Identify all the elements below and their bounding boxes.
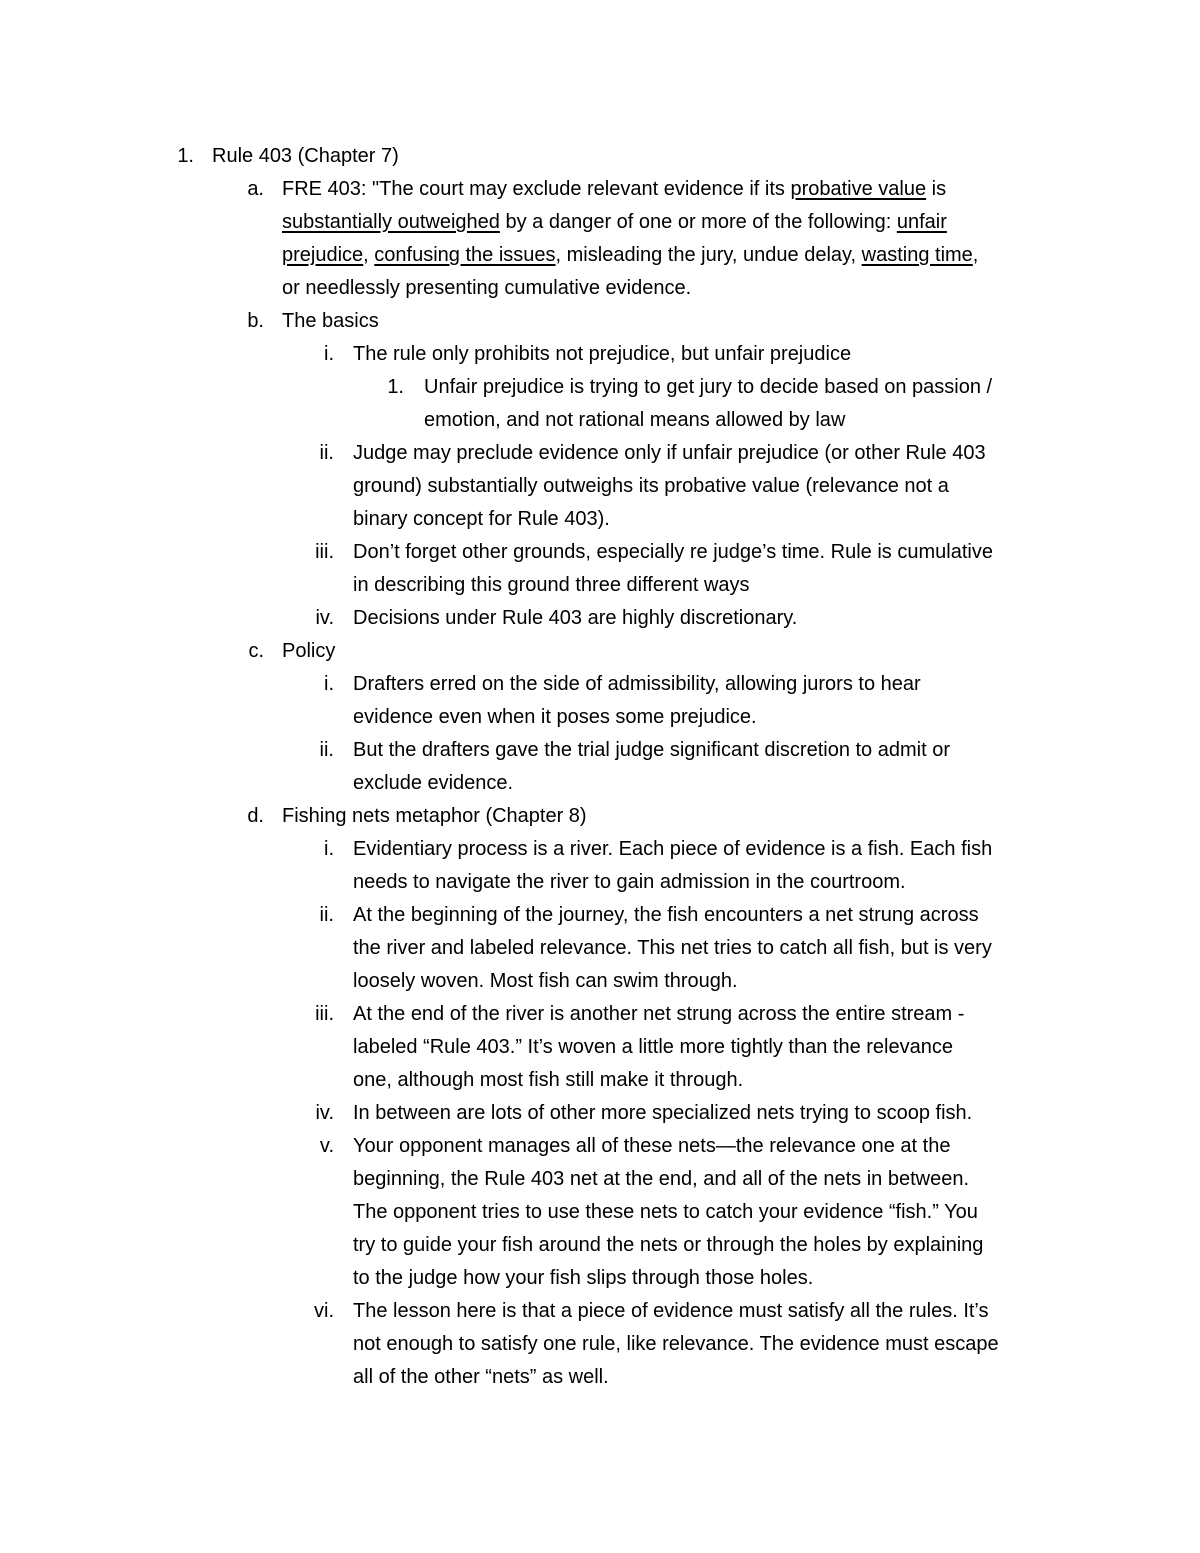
- outline-item-text: to the judge how your fish slips through those holes.: [353, 1267, 814, 1289]
- outline-heading-fishing-nets: Fishing nets metaphor (Chapter 8): [282, 805, 587, 827]
- outline-item-text: all of the other “nets” as well.: [353, 1366, 609, 1388]
- outline-item-text: Judge may preclude evidence only if unfair prejudice (or other Rule 403: [353, 442, 986, 464]
- outline-item-text: the river and labeled relevance. This net tries to catch all fish, but is very: [353, 937, 992, 959]
- list-marker: i.: [324, 343, 334, 365]
- outline-item-text: Decisions under Rule 403 are highly discretionary.: [353, 607, 798, 629]
- outline-item-text: Drafters erred on the side of admissibility, allowing jurors to hear: [353, 673, 921, 695]
- fre-403-quote-line: [282, 239, 978, 272]
- list-marker: ii.: [319, 904, 334, 926]
- text-run: FRE 403: "The court may exclude relevant evidence if its: [282, 178, 791, 200]
- underlined-term: substantially outweighed: [282, 211, 500, 233]
- underlined-term: confusing the issues: [374, 244, 556, 266]
- fre-403-quote-line: [282, 206, 947, 239]
- list-marker: ii.: [319, 442, 334, 464]
- underlined-term: prejudice: [282, 244, 364, 266]
- list-marker: i.: [324, 838, 334, 860]
- outline-item-text: binary concept for Rule 403).: [353, 508, 610, 530]
- outline-item-text: At the beginning of the journey, the fish encounters a net strung across: [353, 904, 979, 926]
- outline-item-text: The lesson here is that a piece of evidence must satisfy all the rules. It’s: [353, 1300, 989, 1322]
- outline-item-text: At the end of the river is another net strung across the entire stream -: [353, 1003, 965, 1025]
- list-marker: 1.: [387, 376, 404, 398]
- list-marker: c.: [248, 640, 264, 662]
- outline-item-text: one, although most fish still make it through.: [353, 1069, 744, 1091]
- underlined-term: wasting time: [861, 244, 973, 266]
- fre-403-quote-line: [282, 173, 946, 206]
- outline-heading-policy: Policy: [282, 640, 336, 662]
- outline-item-text: needs to navigate the river to gain admission in the courtroom.: [353, 871, 906, 893]
- outline-item-text: Unfair prejudice is trying to get jury to decide based on passion /: [424, 376, 993, 398]
- outline-item-text: beginning, the Rule 403 net at the end, and all of the nets in between.: [353, 1168, 970, 1190]
- underlined-term: unfair: [896, 211, 947, 233]
- outline-item-text: loosely woven. Most fish can swim through.: [353, 970, 738, 992]
- underlined-term: probative value: [790, 178, 927, 200]
- list-marker: i.: [324, 673, 334, 695]
- text-run: is: [926, 178, 947, 200]
- outline-heading-basics: The basics: [282, 310, 379, 332]
- list-marker: iv.: [315, 1102, 334, 1124]
- list-marker: d.: [247, 805, 264, 827]
- outline-item-text: Your opponent manages all of these nets—the relevance one at the: [353, 1135, 951, 1157]
- outline-item-text: In between are lots of other more specialized nets trying to scoop fish.: [353, 1102, 973, 1124]
- text-run: ,: [363, 244, 375, 266]
- outline-item-text: Don’t forget other grounds, especially re judge’s time. Rule is cumulative: [353, 541, 993, 563]
- list-marker: a.: [247, 178, 264, 200]
- fre-403-quote-line: or needlessly presenting cumulative evidence.: [282, 277, 692, 299]
- text-run: by a danger of one or more of the following:: [499, 211, 897, 233]
- outline-item-text: The opponent tries to use these nets to catch your evidence “fish.” You: [353, 1201, 978, 1223]
- text-run: ,: [972, 244, 979, 266]
- list-marker: iii.: [315, 1003, 334, 1025]
- list-marker: v.: [319, 1135, 334, 1157]
- outline-item-text: in describing this ground three different ways: [353, 574, 750, 596]
- outline-item-text: The rule only prohibits not prejudice, but unfair prejudice: [353, 343, 852, 365]
- outline-item-text: labeled “Rule 403.” It’s woven a little more tightly than the relevance: [353, 1036, 953, 1058]
- text-run: , misleading the jury, undue delay,: [555, 244, 862, 266]
- list-marker: ii.: [319, 739, 334, 761]
- outline-heading-rule-403: Rule 403 (Chapter 7): [212, 145, 399, 167]
- list-marker: b.: [247, 310, 264, 332]
- outline-item-text: exclude evidence.: [353, 772, 514, 794]
- outline-item-text: But the drafters gave the trial judge significant discretion to admit or: [353, 739, 950, 761]
- outline-item-text: Evidentiary process is a river. Each piece of evidence is a fish. Each fish: [353, 838, 993, 860]
- list-marker: iv.: [315, 607, 334, 629]
- outline-item-text: not enough to satisfy one rule, like relevance. The evidence must escape: [353, 1333, 999, 1355]
- outline-item-text: try to guide your fish around the nets or through the holes by explaining: [353, 1234, 984, 1256]
- outline-item-text: ground) substantially outweighs its probative value (relevance not a: [353, 475, 949, 497]
- outline-item-text: evidence even when it poses some prejudice.: [353, 706, 757, 728]
- list-marker: 1.: [177, 145, 194, 167]
- list-marker: vi.: [314, 1300, 334, 1322]
- outline-item-text: emotion, and not rational means allowed by law: [424, 409, 846, 431]
- list-marker: iii.: [315, 541, 334, 563]
